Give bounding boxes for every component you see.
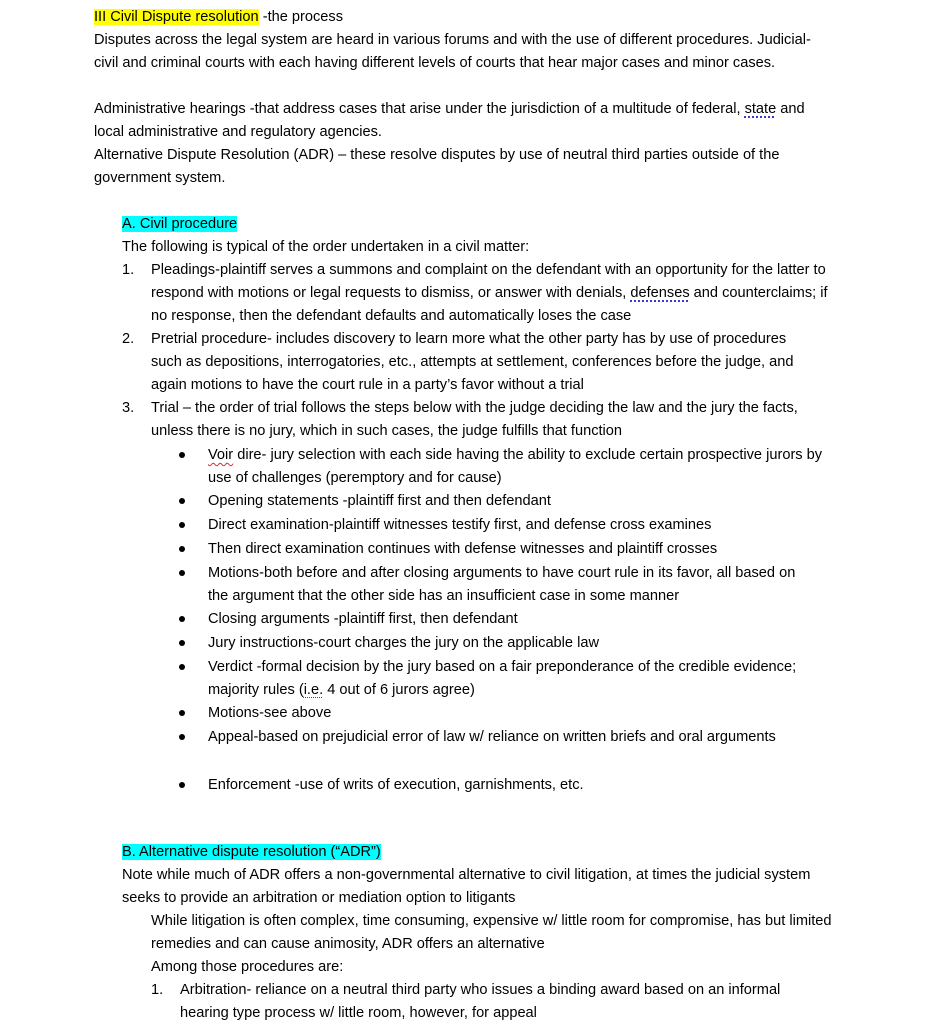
bullet-icon (179, 570, 185, 576)
grammar-flag[interactable]: state (744, 101, 777, 117)
bullet-item: Closing arguments -plaintiff first, then defendant (208, 611, 518, 627)
bullet-item: Appeal-based on prejudicial error of law w/ reliance on written briefs and oral arguments (208, 729, 776, 745)
intro-paragraph-2: Administrative hearings -that address cases that arise under the jurisdiction of a multitude of federal, state and local administrative and regulatory agencies. (94, 101, 805, 141)
adr-item-text: Arbitration- reliance on a neutral third party who issues a binding award based on an informal hearing type process w/ little room, however, for appeal (180, 982, 781, 1022)
bullet-icon (179, 640, 185, 646)
bullet-icon (179, 734, 185, 740)
section-a-title: A. Civil procedure (122, 216, 238, 232)
intro-paragraph-3: Alternative Dispute Resolution (ADR) – these resolve disputes by use of neutral third parties outside of the government system. (94, 147, 780, 187)
bullet-icon (179, 546, 185, 552)
step-text: Pretrial procedure- includes discovery to learn more what the other party has by use of procedures such as depositions, interrogatories, etc., attempts at settlement, conferences before the judge, and again motions to have the court rule in a party’s favor without a trial (151, 331, 794, 394)
grammar-flag[interactable]: defenses (630, 285, 690, 302)
bullet-item: Voir dire- jury selection with each side having the ability to exclude certain prospective jurors by use of challenges (peremptory and for cause) (208, 447, 823, 487)
bullet-item: Opening statements -plaintiff first and then defendant (208, 493, 551, 509)
heading-rest: -the process (258, 9, 344, 25)
section-b-paragraph-1: While litigation is often complex, time consuming, expensive w/ little room for compromise, has but limited remedies and can cause animosity, ADR offers an alternative (151, 913, 832, 953)
bullet-item: Motions-see above (208, 705, 332, 721)
step-number: 1. (122, 262, 135, 278)
section-b-title: B. Alternative dispute resolution (“ADR”) (122, 844, 381, 860)
bullet-icon (179, 710, 185, 716)
step-number: 3. (122, 400, 135, 416)
section-b-paragraph-2: Among those procedures are: (151, 959, 344, 975)
bullet-icon (179, 498, 185, 504)
section-heading (94, 6, 834, 29)
step-text: Trial – the order of trial follows the steps below with the judge deciding the law and the jury the facts, unless there is no jury, which in such cases, the judge fulfills that function (151, 400, 798, 440)
spelling-flag[interactable]: Voir (208, 447, 234, 463)
bullet-item: Then direct examination continues with defense witnesses and plaintiff crosses (208, 541, 718, 557)
section-b-note: Note while much of ADR offers a non-governmental alternative to civil litigation, at times the judicial system seeks to provide an arbitration or mediation option to litigants (122, 867, 811, 907)
heading-highlight: III Civil Dispute resolution (94, 9, 259, 25)
step-text: Pleadings-plaintiff serves a summons and complaint on the defendant with an opportunity for the latter to respond with motions or legal requests to dismiss, or answer with denials, defenses and counterclaims; if no response, then the defendant defaults and automatically loses the case (151, 262, 828, 325)
intro-paragraph-1: Disputes across the legal system are heard in various forums and with the use of different procedures. Judicial- civil and criminal courts with each having different levels of courts that hear major cases and minor cases. (94, 32, 811, 72)
bullet-icon (179, 616, 185, 622)
bullet-icon (179, 664, 185, 670)
bullet-item: Enforcement -use of writs of execution, garnishments, etc. (208, 777, 584, 793)
section-a-intro: The following is typical of the order undertaken in a civil matter: (122, 239, 530, 255)
bullet-item: Direct examination-plaintiff witnesses testify first, and defense cross examines (208, 517, 712, 533)
adr-item-number: 1. (151, 982, 164, 998)
bullet-item: Motions-both before and after closing arguments to have court rule in its favor, all based on the argument that the other side has an insufficient case in some manner (208, 565, 796, 605)
bullet-icon (179, 522, 185, 528)
grammar-flag[interactable]: i.e. (303, 682, 324, 699)
bullet-icon (179, 452, 185, 458)
step-number: 2. (122, 331, 135, 347)
bullet-item: Jury instructions-court charges the jury on the applicable law (208, 635, 599, 651)
bullet-icon (179, 782, 185, 788)
bullet-item: Verdict -formal decision by the jury based on a fair preponderance of the credible evidence; majority rules (i.e. 4 out of 6 jurors agree) (208, 659, 797, 699)
